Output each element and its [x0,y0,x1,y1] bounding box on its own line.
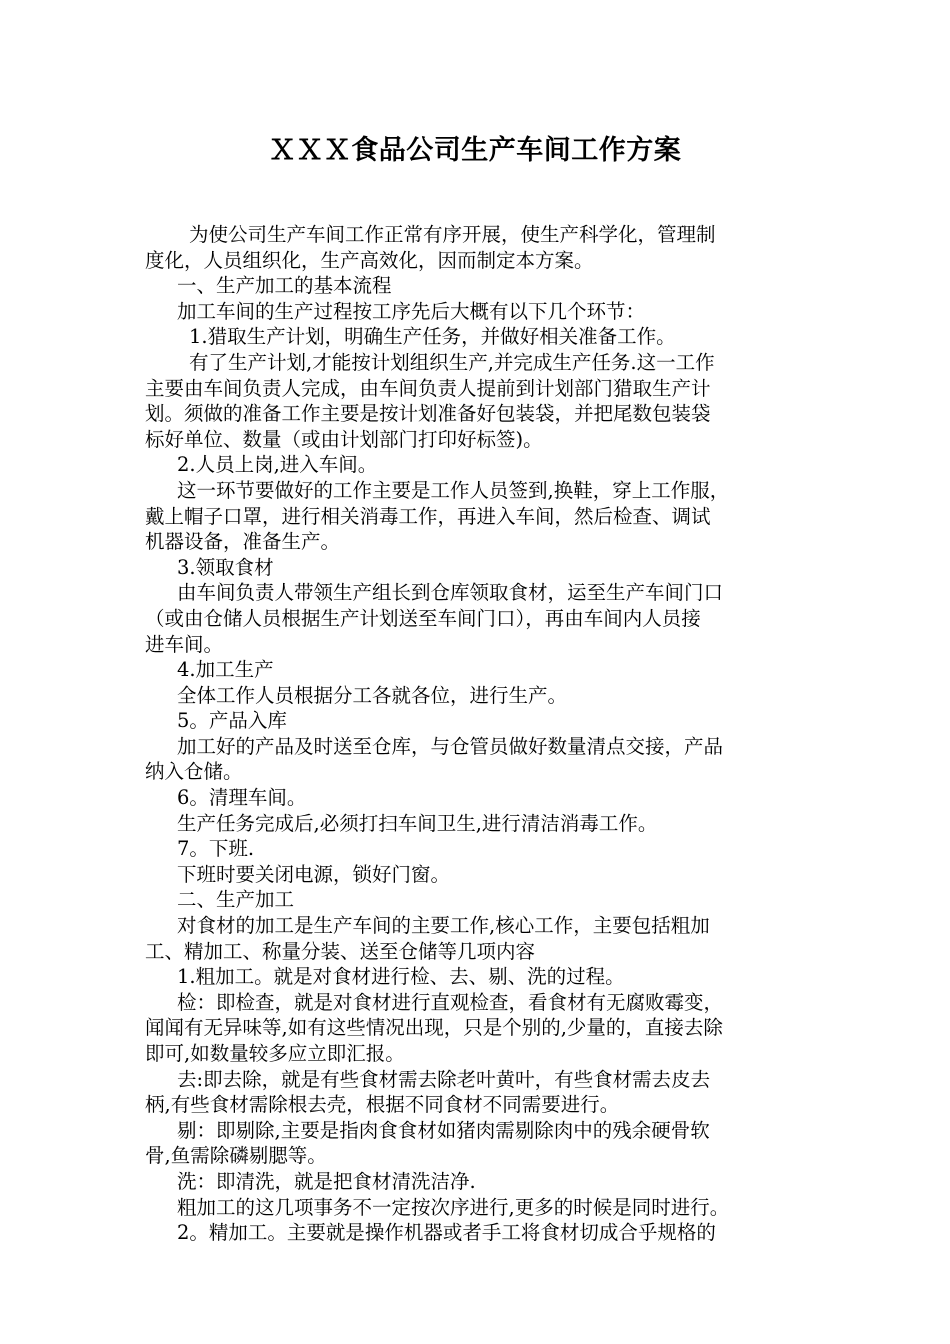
text-line: 对食材的加工是生产车间的主要工作,核心工作，主要包括粗加 [177,914,710,938]
text-line: 闻闻有无异味等,如有这些情况出现，只是个别的,少量的，直接去除 [145,1016,723,1040]
text-line: 1.粗加工。就是对食材进行检、去、剔、洗的过程。 [177,965,625,989]
text-line: 加工好的产品及时送至仓库，与仓管员做好数量清点交接，产品 [177,734,724,758]
text-line: 去:即去除，就是有些食材需去除老叶黄叶，有些食材需去皮去 [177,1067,711,1091]
text-line: 7。下班. [177,837,255,861]
text-line: 2.人员上岗,进入车间。 [177,453,378,477]
text-line: 为使公司生产车间工作正常有序开展，使生产科学化，管理制 [189,223,716,246]
text-line: 一、生产加工的基本流程 [177,274,392,298]
text-line: 洗：即清洗，就是把食材清洗洁净. [177,1169,476,1193]
text-line: 1.猎取生产计划，明确生产任务，并做好相关准备工作。 [189,325,676,349]
text-line: 二、生产加工 [177,888,295,912]
text-line: 4.加工生产 [177,658,274,682]
text-line: 主要由车间负责人完成，由车间负责人提前到计划部门猎取生产计 [145,376,711,400]
text-line: 3.领取食材 [177,555,274,579]
text-line: 加工车间的生产过程按工序先后大概有以下几个环节： [177,299,646,323]
text-line: 即可,如数量较多应立即汇报。 [145,1042,405,1065]
text-line: 度化，人员组织化，生产高效化，因而制定本方案。 [145,248,594,272]
text-line: 6。清理车间。 [177,786,307,810]
text-line: （或由仓储人员根据生产计划送至车间门口），再由车间内人员接 [145,606,701,630]
text-line: 纳入仓储。 [145,760,243,784]
text-line: 柄,有些食材需除根去壳，根据不同食材不同需要进行。 [145,1093,620,1117]
text-line: 5。产品入库 [177,709,287,733]
text-line: 有了生产计划,才能按计划组织生产,并完成生产任务.这一工作 [189,350,715,374]
text-line: 2。精加工。主要就是操作机器或者手工将食材切成合乎规格的 [177,1221,716,1245]
text-line: 标好单位、数量（或由计划部门打印好标签)。 [145,427,543,451]
document-body [145,222,810,1246]
text-line: 戴上帽子口罩，进行相关消毒工作，再进入车间，然后检查、调试 [145,504,711,528]
text-line: 全体工作人员根据分工各就各位，进行生产。 [177,683,568,707]
text-line: 粗加工的这几项事务不一定按次序进行,更多的时候是同时进行。 [177,1195,730,1219]
text-line: 下班时要关闭电源，锁好门窗。 [177,862,451,886]
text-line: 生产任务完成后,必须打扫车间卫生,进行清洁消毒工作。 [177,811,658,835]
text-line: 骨,鱼需除磷剔腮等。 [145,1144,327,1168]
text-line: 检：即检查，就是对食材进行直观检查，看食材有无腐败霉变， [177,990,724,1014]
text-line: 划。须做的准备工作主要是按计划准备好包装袋，并把尾数包装袋 [145,402,711,426]
text-line: 工、精加工、称量分装、送至仓储等几项内容 [145,939,536,963]
text-line: 由车间负责人带领生产组长到仓库领取食材，运至生产车间门口 [177,581,724,605]
document-title: ＸＸＸ食品公司生产车间工作方案 [268,135,682,166]
text-line: 这一环节要做好的工作主要是工作人员签到,换鞋，穿上工作服， [177,478,730,502]
text-line: 机器设备，准备生产。 [145,530,341,554]
text-line: 进车间。 [145,632,224,656]
text-line: 剔：即剔除,主要是指肉食食材如猪肉需剔除肉中的残余硬骨软 [177,1118,710,1142]
